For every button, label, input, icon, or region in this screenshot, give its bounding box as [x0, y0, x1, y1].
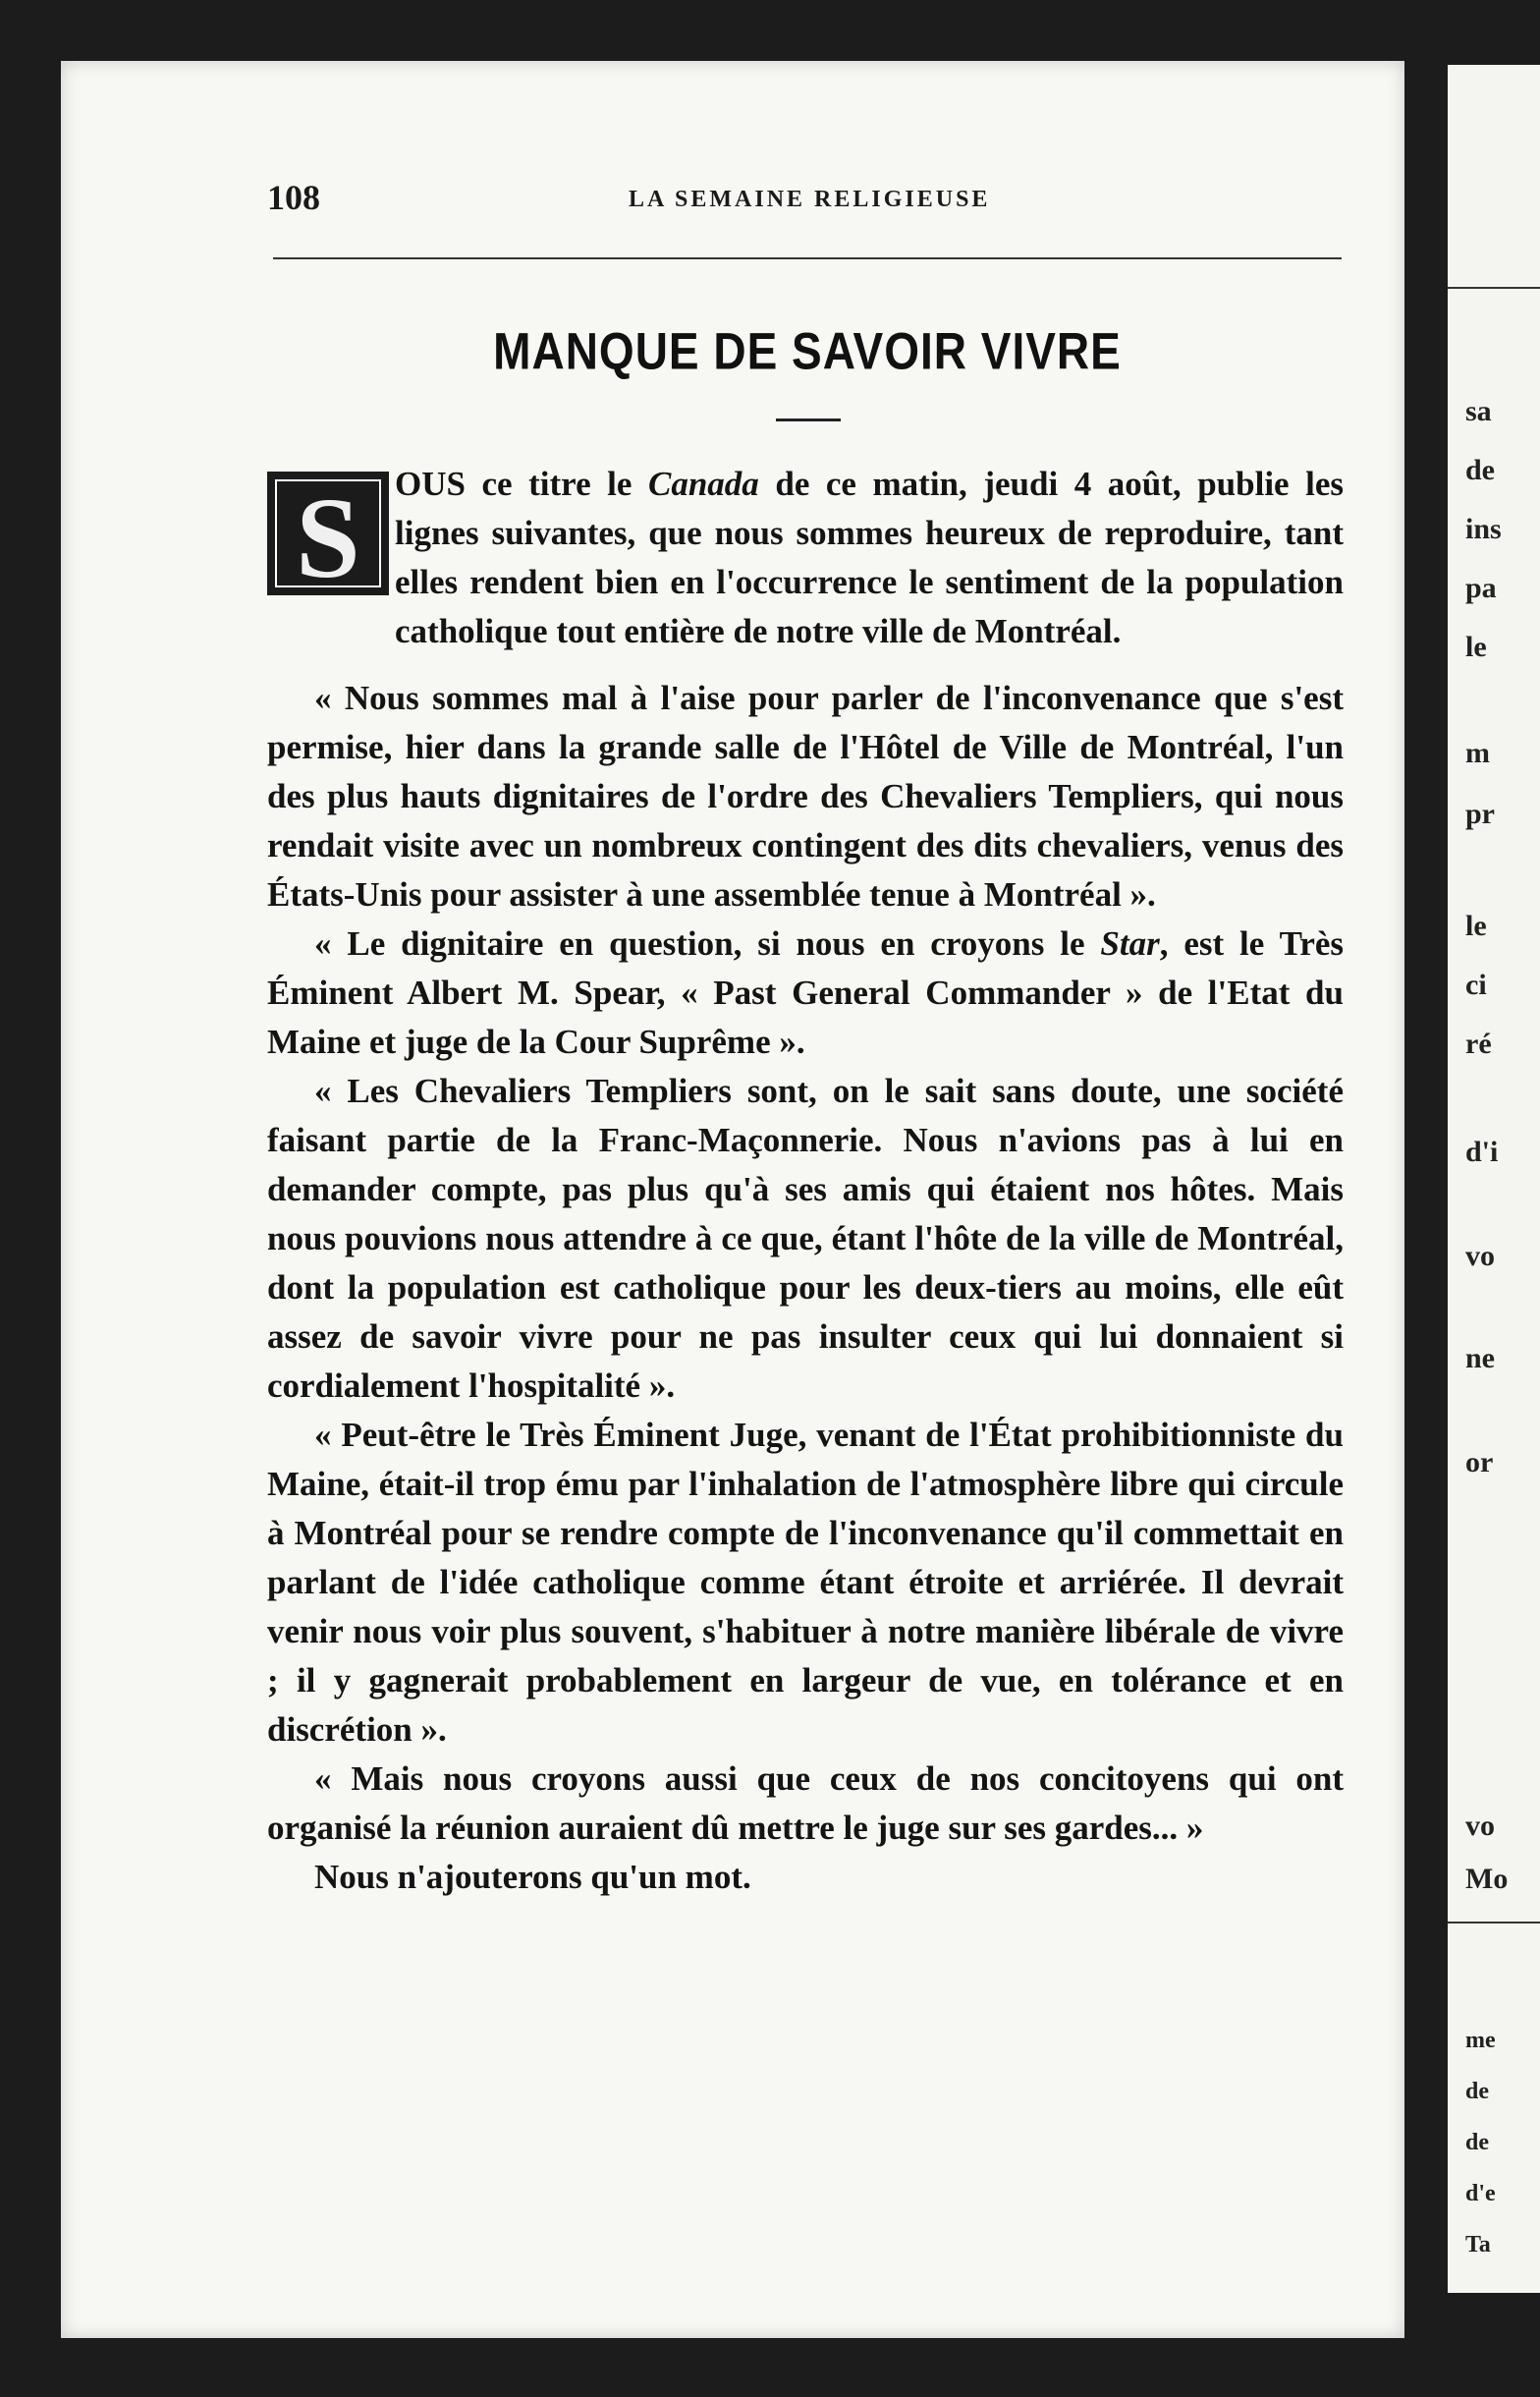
facing-page-fragment: m: [1465, 737, 1490, 769]
facing-page-fragment: le: [1465, 910, 1487, 942]
drop-cap: S: [267, 472, 389, 595]
facing-page-fragment: de: [1465, 2130, 1489, 2155]
facing-page-fragment: ci: [1465, 969, 1487, 1001]
quote-paragraph: [267, 920, 1344, 1067]
facing-page-fragment: le: [1465, 631, 1487, 663]
facing-page-fragment: pr: [1465, 798, 1495, 830]
facing-page-fragment: pa: [1465, 572, 1497, 604]
facing-page-fragment: de: [1465, 454, 1495, 486]
quote-paragraph: « Nous sommes mal à l'aise pour parler de l'inconvenance que s'est permise, hier dans la grande salle de l'Hôtel de Ville de Montréal, l'un des plus hauts dignitaires de l'ordre des Chevaliers Templiers, qui nous rendait visite avec un nombreux contingent des dits chevaliers, venus des États-Unis pour assister à une assemblée tenue à Montréal ».: [267, 679, 1344, 914]
header-rule: [273, 257, 1342, 259]
facing-page-fragment: de: [1465, 2079, 1489, 2104]
facing-page-fragment: d'i: [1465, 1136, 1499, 1168]
facing-page-edge: [1448, 65, 1540, 2293]
facing-page-fragment: vo: [1465, 1240, 1495, 1272]
quote-text: « Le dignitaire en question, si nous en croyons le: [314, 924, 1101, 963]
facing-page-rule: [1448, 1922, 1540, 1923]
facing-page-fragment: ré: [1465, 1028, 1492, 1060]
facing-page-fragment: ne: [1465, 1342, 1495, 1374]
newspaper-name: Star: [1100, 924, 1160, 963]
page-number: 108: [267, 178, 320, 217]
intro-paragraph: [267, 460, 1344, 656]
facing-page-rule: [1448, 287, 1540, 289]
running-title: LA SEMAINE RELIGIEUSE: [629, 187, 991, 212]
facing-page-fragment: Mo: [1465, 1863, 1509, 1895]
quote-paragraph: « Les Chevaliers Templiers sont, on le sait sans doute, une société faisant partie de la Franc-Maçonnerie. Nous n'avions pas à lui en demander compte, pas plus qu'à ses amis qui étaient nos hôtes. Mais nous pouvions nous attendre à ce que, étant l'hôte de la ville de Montréal, dont la population est catholique pour les deux-tiers au moins, elle eût assez de savoir vivre pour ne pas insulter ceux qui lui donnaient si cordialement l'hospitalité ».: [267, 1072, 1344, 1405]
facing-page-fragment: me: [1465, 2028, 1496, 2053]
facing-page-fragment: vo: [1465, 1810, 1495, 1842]
facing-page-fragment: Ta: [1465, 2232, 1491, 2258]
intro-text-rest: de ce matin, jeudi 4 août, publie les lignes suivantes, que nous sommes heureux de reproduire, tant elles rendent bien en l'occurrence le sentiment de la population catholique tout entière de notre ville de Montréal.: [395, 465, 1345, 650]
quote-text-rest: , est le Très Éminent Albert M. Spear, « Past General Commander » de l'Etat du Maine et juge de la Cour Suprême ».: [267, 924, 1345, 1061]
facing-page-fragment: or: [1465, 1446, 1494, 1478]
facing-page-fragment: d'e: [1465, 2181, 1496, 2206]
intro-text: OUS ce titre le: [395, 465, 648, 503]
facing-page-fragment: sa: [1465, 395, 1492, 427]
newspaper-name: Canada: [647, 465, 759, 503]
closing-line: Nous n'ajouterons qu'un mot.: [314, 1858, 751, 1896]
quote-paragraph: « Peut-être le Très Éminent Juge, venant de l'État prohibitionniste du Maine, était-il trop ému par l'inhalation de l'atmosphère libre qui circule à Montréal pour se rendre compte de l'inconvenance qu'il commettait en parlant de l'idée catholique comme étant étroite et arriérée. Il devrait venir nous voir plus souvent, s'habituer à notre manière libérale de vivre ; il y gagnerait probablement en largeur de vue, en tolérance et en discrétion ».: [267, 1416, 1344, 1749]
article-title: MANQUE DE SAVOIR VIVRE: [493, 321, 1122, 380]
title-rule: [776, 418, 841, 421]
facing-page-fragment: ins: [1465, 513, 1502, 545]
quote-paragraph: « Mais nous croyons aussi que ceux de nos concitoyens qui ont organisé la réunion auraient dû mettre le juge sur ses gardes... »: [267, 1759, 1344, 1847]
article-body: [267, 460, 1344, 1902]
